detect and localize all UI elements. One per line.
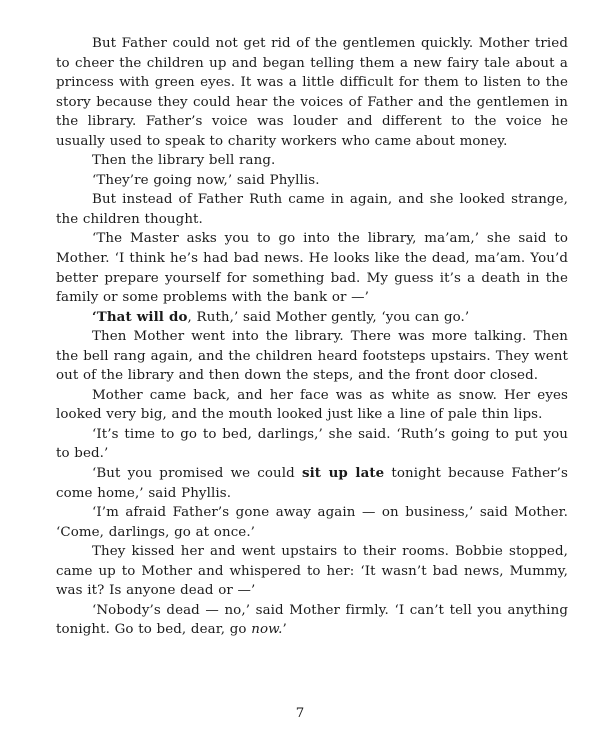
paragraph [56,386,568,425]
paragraph [56,327,568,386]
text-run: ‘But you promised we could [92,466,302,482]
paragraph [56,190,568,229]
text-run: ’ [282,622,287,638]
paragraph [56,34,568,151]
paragraph [56,151,568,171]
text-run: Then Mother went into the library. There was more talking. Then the bell rang again, and the children heard footsteps upstairs. They went out of the library and then down the steps, and the front door closed. [56,329,568,384]
paragraph [56,171,568,191]
text-run: ‘The Master asks you to go into the library, ma’am,’ she said to Mother. ‘I think he’s had bad news. He looks like the dead, ma’am. You’d better prepare yourself for something bad. My guess it’s a death in the family or some problems with the bank or —’ [56,231,568,306]
paragraph [56,542,568,601]
paragraph [56,425,568,464]
page-number: 7 [295,706,305,721]
text-run: Then the library bell rang. [92,153,276,169]
paragraph [56,601,568,640]
paragraph [56,308,568,328]
italic-phrase: now. [251,622,283,638]
bold-phrase: sit up late [301,465,385,482]
text-run: ‘Nobody’s dead — no,’ said Mother firmly. ‘I can’t tell you anything tonight. Go to bed, dear, go [56,602,568,638]
paragraph [56,464,568,503]
text-run: But instead of Father Ruth came in again, and she looked strange, the children thought. [56,192,568,227]
text-column [56,34,568,640]
text-run: ‘They’re going now,’ said Phyllis. [92,172,320,188]
paragraph [56,503,568,542]
text-run: tonight because Father’s come home,’ said Phyllis. [56,466,568,501]
text-run: , Ruth,’ said Mother gently, ‘you can go.’ [187,309,470,325]
bold-phrase: ‘That will do [92,308,188,325]
page-body [56,34,568,640]
text-run: But Father could not get rid of the gentlemen quickly. Mother tried to cheer the children up and began telling them a new fairy tale about a princess with green eyes. It was a little difficult for them to listen to the story because they could hear the voices of Father and the gentlemen in the library. Father’s voice was louder and different to the voice he usually used to speak to charity workers who came about money. [56,36,568,149]
text-run: Mother came back, and her face was as white as snow. Her eyes looked very big, and the mouth looked just like a line of pale thin lips. [56,387,568,423]
text-run: ‘I’m afraid Father’s gone away again — on business,’ said Mother. ‘Come, darlings, go at once.’ [56,505,568,540]
text-run: ‘It’s time to go to bed, darlings,’ she said. ‘Ruth’s going to put you to bed.’ [56,426,568,462]
paragraph [56,229,568,307]
text-run: They kissed her and went upstairs to their rooms. Bobbie stopped, came up to Mother and whispered to her: ‘It wasn’t bad news, Mummy, was it? Is anyone dead or —’ [56,544,568,599]
